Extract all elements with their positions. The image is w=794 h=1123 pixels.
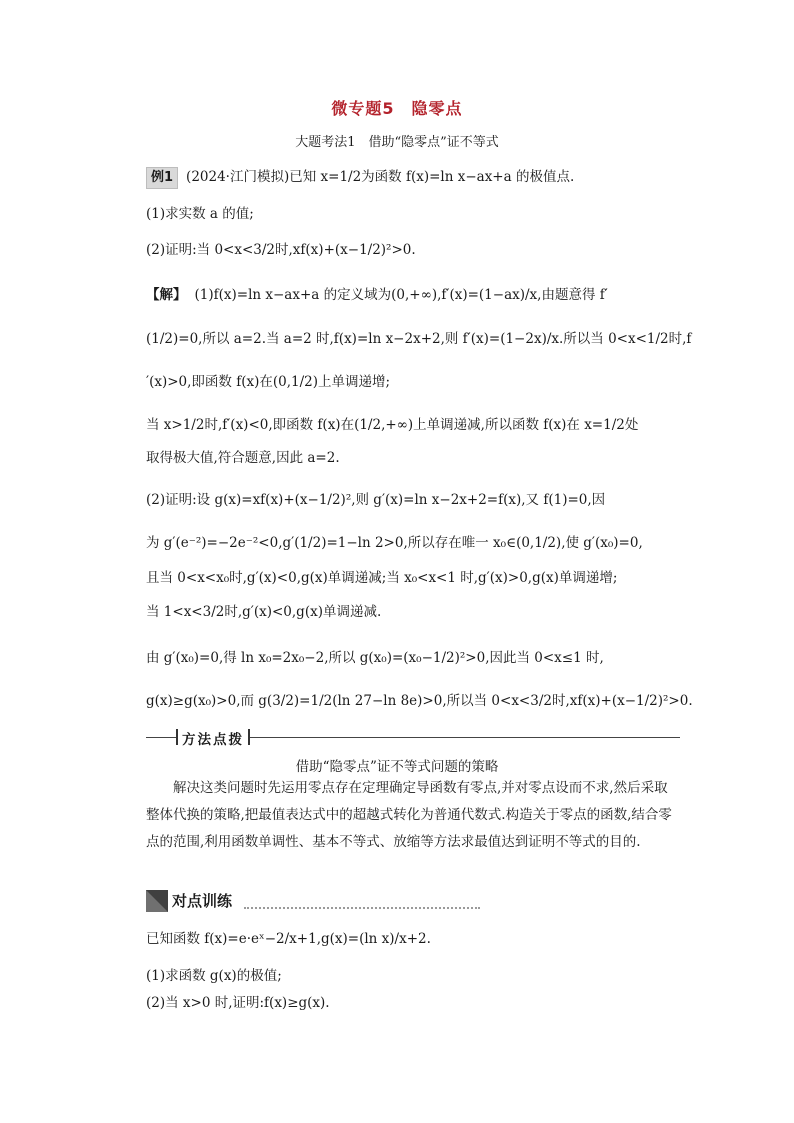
training-question-1: (1)求函数 g(x)的极值; — [146, 968, 282, 984]
solution-line-2: (1/2)=0,所以 a=2.当 a=2 时,f(x)=ln x−2x+2,则 f′(x)=(1−2x)/x.所以当 0<x<1/2时,f — [146, 331, 692, 347]
example-intro: (2024·江门模拟)已知 x=1/2为函数 f(x)=ln x−ax+a 的极值点. — [186, 169, 575, 185]
solution-line-1 — [146, 285, 686, 305]
solution-line-6: (2)证明:设 g(x)=xf(x)+(x−1/2)²,则 g′(x)=ln x−2x+2=f(x),又 f(1)=0,因 — [146, 492, 606, 508]
solution-line-11: g(x)≥g(x₀)>0,而 g(3/2)=1/2(ln 27−ln 8e)>0,所以当 0<x<3/2时,xf(x)+(x−1/2)²>0. — [146, 693, 693, 709]
solution-line-3: ′(x)>0,即函数 f(x)在(0,1/2)上单调递增; — [146, 374, 391, 390]
solution-line-9: 当 1<x<3/2时,g′(x)<0,g(x)单调递减. — [146, 604, 382, 620]
training-marker-icon — [146, 890, 168, 912]
solution-line-8: 且当 0<x<x₀时,g′(x)<0,g(x)单调递减;当 x₀<x<1 时,g′(x)>0,g(x)单调递增; — [146, 570, 618, 586]
page-title: 微专题5 隐零点 — [331, 99, 463, 118]
method-heading: 借助“隐零点”证不等式问题的策略 — [295, 759, 499, 775]
example-badge: 例1 — [146, 167, 178, 189]
training-dotted-rule — [244, 907, 480, 909]
method-body: 解决这类问题时先运用零点存在定理确定导函数有零点,并对零点设而不求,然后采取整体代换的策略,把最值表达式中的超越式转化为普通代数式.构造关于零点的函数,结合零点的范围,利用函数单调性、基本不等式、放缩等方法求最值达到证明不等式的目的. — [146, 780, 672, 850]
example-question-1: (1)求实数 a 的值; — [146, 206, 254, 222]
training-header — [146, 888, 480, 914]
example-question-2: (2)证明:当 0<x<3/2时,xf(x)+(x−1/2)²>0. — [146, 242, 416, 258]
example-intro-line — [146, 167, 686, 189]
training-question-2: (2)当 x>0 时,证明:f(x)≥g(x). — [146, 995, 330, 1011]
solution-line-4: 当 x>1/2时,f′(x)<0,即函数 f(x)在(1/2,+∞)上单调递减,所以函数 f(x)在 x=1/2处 — [146, 417, 639, 433]
solution-text-1: (1)f(x)=ln x−ax+a 的定义域为(0,+∞),f′(x)=(1−ax)/x,由题意得 f′ — [194, 287, 608, 303]
solution-badge: 【解】 — [146, 287, 187, 303]
training-intro: 已知函数 f(x)=e·eˣ−2/x+1,g(x)=(ln x)/x+2. — [146, 931, 431, 947]
section-subtitle: 大题考法1 借助“隐零点”证不等式 — [295, 135, 499, 150]
solution-line-10: 由 g′(x₀)=0,得 ln x₀=2x₀−2,所以 g(x₀)=(x₀−1/2)²>0,因此当 0<x≤1 时, — [146, 650, 604, 666]
solution-line-5: 取得极大值,符合题意,因此 a=2. — [146, 450, 340, 466]
method-tips-bar — [146, 728, 680, 746]
training-label: 对点训练 — [172, 892, 233, 910]
solution-line-7: 为 g′(e⁻²)=−2e⁻²<0,g′(1/2)=1−ln 2>0,所以存在唯一 x₀∈(0,1/2),使 g′(x₀)=0, — [146, 535, 643, 551]
method-label: 方法点拨 — [176, 728, 250, 748]
